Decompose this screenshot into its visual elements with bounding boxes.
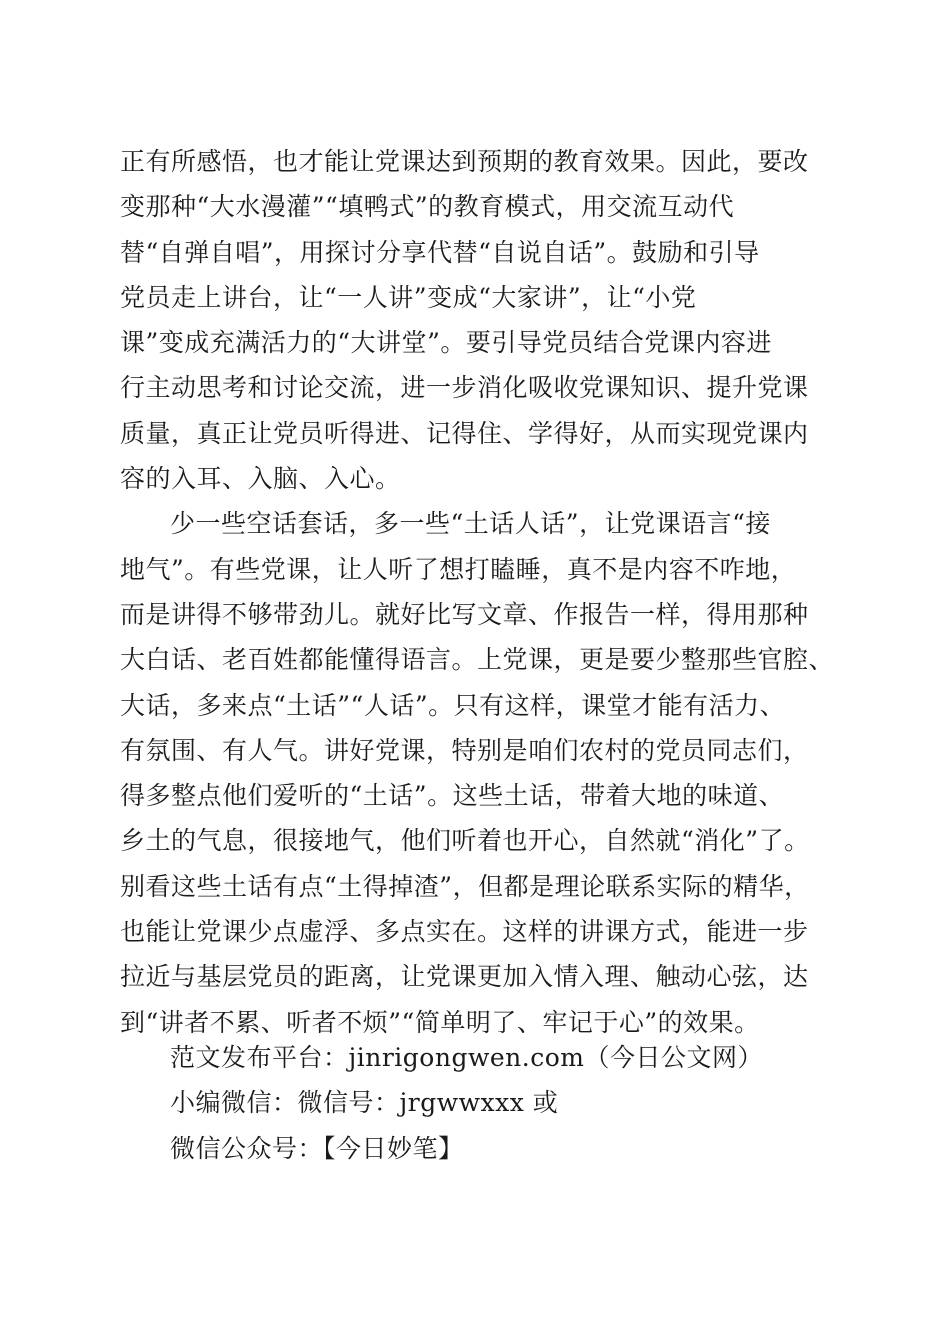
paragraph-line: 正有所感悟，也才能让党课达到预期的教育效果。因此，要改 xyxy=(120,147,809,176)
paragraph-line: 别看这些土话有点“土得掉渣”，但都是理论联系实际的精华， xyxy=(120,871,810,901)
paragraph-2 xyxy=(120,501,840,1045)
paragraph-line: 到“讲者不累、听者不烦”“简单明了、牢记于心”的效果。 xyxy=(120,1007,760,1037)
paragraph-line: 有氛围、有人气。讲好党课，特别是咱们农村的党员同志们， xyxy=(120,735,809,765)
paragraph-line: 也能让党课少点虚浮、多点实在。这样的讲课方式，能进一步 xyxy=(120,917,809,947)
official-account-line: 微信公众号：【今日妙笔】 xyxy=(170,1133,464,1163)
paragraph-line: 课”变成充满活力的“大讲堂”。要引导党员结合党课内容进 xyxy=(120,328,772,358)
footer-info xyxy=(170,1035,763,1171)
paragraph-line: 拉近与基层党员的距离，让党课更加入情入理、触动心弦，达 xyxy=(120,962,809,992)
paragraph-line: 替“自弹自唱”，用探讨分享代替“自说自话”。鼓励和引导 xyxy=(120,237,760,267)
paragraph-1 xyxy=(120,139,840,501)
paragraph-line: 容的入耳、入脑、入心。 xyxy=(120,464,401,494)
wechat-line: 小编微信：微信号：jrgwwxxx 或 xyxy=(170,1088,559,1118)
paragraph-line: 地气”。有些党课，让人听了想打瞌睡，真不是内容不咋地， xyxy=(120,554,797,584)
paragraph-line: 变那种“大水漫灌”“填鸭式”的教育模式，用交流互动代 xyxy=(120,192,735,222)
paragraph-line: 党员走上讲台，让“一人讲”变成“大家讲”，让“小党 xyxy=(120,282,697,312)
paragraph-line: 得多整点他们爱听的“土话”。这些土话，带着大地的味道、 xyxy=(120,781,785,811)
platform-line: 范文发布平台：jinrigongwen.com（今日公文网） xyxy=(170,1043,763,1072)
paragraph-line: 大话，多来点“土话”“人话”。只有这样，课堂才能有活力、 xyxy=(120,690,786,720)
paragraph-line: 行主动思考和讨论交流，进一步消化吸收党课知识、提升党课 xyxy=(120,373,809,403)
paragraph-line: 乡土的气息，很接地气，他们听着也开心，自然就“消化”了。 xyxy=(120,826,810,856)
paragraph-line: 少一些空话套话，多一些“土话人话”，让党课语言“接 xyxy=(170,509,771,539)
paragraph-line: 质量，真正让党员听得进、记得住、学得好，从而实现党课内 xyxy=(120,418,809,448)
paragraph-line: 大白话、老百姓都能懂得语言。上党课，更是要少整那些官腔、 xyxy=(120,645,835,675)
document-body xyxy=(120,139,840,1045)
paragraph-line: 而是讲得不够带劲儿。就好比写文章、作报告一样，得用那种 xyxy=(120,599,809,629)
